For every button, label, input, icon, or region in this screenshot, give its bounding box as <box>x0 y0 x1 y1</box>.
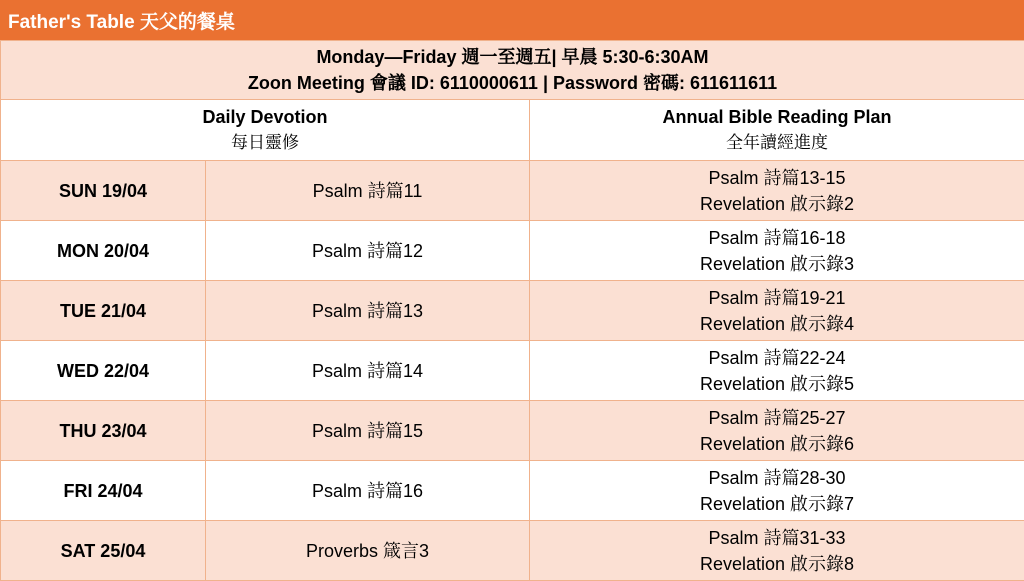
day-date: SUN 19/04 <box>1 161 206 221</box>
header-devotion-en: Daily Devotion <box>1 104 529 130</box>
header-reading-plan <box>530 100 1024 161</box>
header-daily-devotion <box>1 100 530 161</box>
day-date: SAT 25/04 <box>1 521 206 581</box>
day-date: THU 23/04 <box>1 401 206 461</box>
meeting-info-row <box>1 41 1024 100</box>
plan-revelation: Revelation 啟示錄3 <box>530 251 1024 277</box>
plan-revelation: Revelation 啟示錄4 <box>530 311 1024 337</box>
table-row <box>1 521 1024 581</box>
table-row <box>1 281 1024 341</box>
plan-reading <box>530 281 1024 341</box>
plan-reading <box>530 221 1024 281</box>
header-plan-en: Annual Bible Reading Plan <box>530 104 1024 130</box>
plan-psalm: Psalm 詩篇22-24 <box>530 345 1024 371</box>
plan-revelation: Revelation 啟示錄8 <box>530 551 1024 577</box>
table-row <box>1 461 1024 521</box>
table-row <box>1 401 1024 461</box>
plan-revelation: Revelation 啟示錄5 <box>530 371 1024 397</box>
devotion-reading: Psalm 詩篇11 <box>206 161 530 221</box>
plan-reading <box>530 521 1024 581</box>
plan-reading <box>530 401 1024 461</box>
header-devotion-zh: 每日靈修 <box>1 130 529 156</box>
devotion-reading: Proverbs 箴言3 <box>206 521 530 581</box>
devotion-reading: Psalm 詩篇13 <box>206 281 530 341</box>
meeting-time: Monday—Friday 週一至週五| 早晨 5:30-6:30AM <box>1 44 1024 70</box>
plan-revelation: Revelation 啟示錄6 <box>530 431 1024 457</box>
devotion-reading: Psalm 詩篇14 <box>206 341 530 401</box>
plan-psalm: Psalm 詩篇31-33 <box>530 525 1024 551</box>
table-row <box>1 221 1024 281</box>
day-date: TUE 21/04 <box>1 281 206 341</box>
table-row <box>1 341 1024 401</box>
meeting-credentials: Zoon Meeting 會議 ID: 6110000611 | Password 密碼: 611611611 <box>1 70 1024 96</box>
page-title: Father's Table 天父的餐桌 <box>0 0 1024 40</box>
plan-psalm: Psalm 詩篇19-21 <box>530 285 1024 311</box>
plan-psalm: Psalm 詩篇16-18 <box>530 225 1024 251</box>
plan-reading <box>530 341 1024 401</box>
devotion-reading: Psalm 詩篇15 <box>206 401 530 461</box>
plan-revelation: Revelation 啟示錄7 <box>530 491 1024 517</box>
header-plan-zh: 全年讀經進度 <box>530 130 1024 156</box>
plan-revelation: Revelation 啟示錄2 <box>530 191 1024 217</box>
plan-reading <box>530 461 1024 521</box>
plan-psalm: Psalm 詩篇28-30 <box>530 465 1024 491</box>
devotion-reading: Psalm 詩篇16 <box>206 461 530 521</box>
column-header-row <box>1 100 1024 161</box>
day-date: WED 22/04 <box>1 341 206 401</box>
day-date: FRI 24/04 <box>1 461 206 521</box>
table-row <box>1 161 1024 221</box>
day-date: MON 20/04 <box>1 221 206 281</box>
meeting-info-cell <box>1 41 1024 100</box>
plan-psalm: Psalm 詩篇13-15 <box>530 165 1024 191</box>
schedule-table <box>0 40 1024 581</box>
plan-reading <box>530 161 1024 221</box>
plan-psalm: Psalm 詩篇25-27 <box>530 405 1024 431</box>
devotion-reading: Psalm 詩篇12 <box>206 221 530 281</box>
